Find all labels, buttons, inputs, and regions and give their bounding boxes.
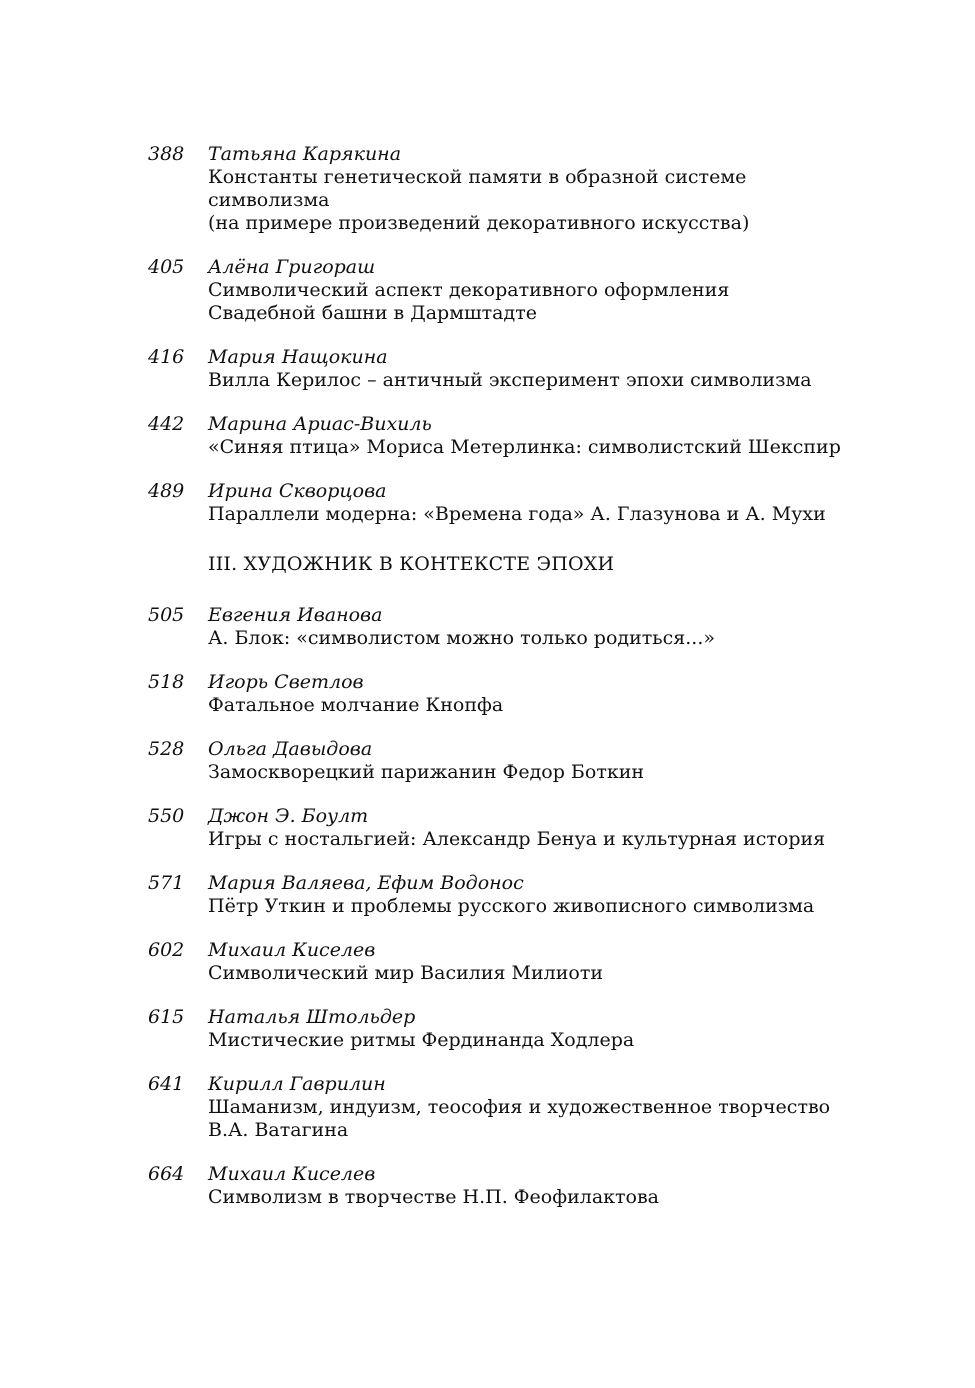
article-title-line: Символический мир Василия Милиоти (208, 962, 604, 984)
entry-body (208, 346, 848, 392)
article-title-line: В.А. Ватагина (208, 1119, 349, 1141)
toc-entry (148, 413, 848, 459)
toc-entry (148, 1073, 848, 1142)
page-number: 489 (148, 480, 185, 502)
author-name: Наталья Штольдер (208, 1006, 416, 1028)
toc-entry (148, 671, 848, 717)
entry-body (208, 939, 848, 985)
author-name: Мария Нащокина (208, 346, 388, 368)
toc-entry (148, 738, 848, 784)
page-number: 602 (148, 939, 185, 961)
author-name: Михаил Киселев (208, 1163, 376, 1185)
entry-body (208, 143, 848, 235)
article-title-line: Символизм в творчестве Н.П. Феофилактова (208, 1186, 660, 1208)
entry-body (208, 1163, 848, 1209)
toc-entry (148, 143, 848, 235)
entry-body (208, 1006, 848, 1052)
article-title-line: Игры с ностальгией: Александр Бенуа и культурная история (208, 828, 826, 850)
author-name: Марина Ариас-Вихиль (208, 413, 432, 435)
table-of-contents (148, 143, 848, 1230)
article-title-line: Пётр Уткин и проблемы русского живописного символизма (208, 895, 815, 917)
article-title-line: Константы генетической памяти в образной системе символизма (208, 166, 747, 211)
entry-body (208, 604, 848, 650)
author-name: Игорь Светлов (208, 671, 364, 693)
entry-body (208, 671, 848, 717)
author-name: Татьяна Карякина (208, 143, 402, 165)
article-title-line: «Синяя птица» Мориса Метерлинка: символистский Шекспир (208, 436, 841, 458)
article-title-line: Свадебной башни в Дармштадте (208, 302, 537, 324)
author-name: Джон Э. Боулт (208, 805, 369, 827)
page-number: 505 (148, 604, 185, 626)
entry-body (208, 256, 848, 325)
page-number: 571 (148, 872, 185, 894)
toc-entry (148, 346, 848, 392)
entry-body (208, 480, 848, 526)
toc-entry (148, 604, 848, 650)
entry-body (208, 413, 848, 459)
toc-entry (148, 1163, 848, 1209)
article-title-line: Символический аспект декоративного оформления (208, 279, 730, 301)
article-title-line: Вилла Керилос – античный эксперимент эпохи символизма (208, 369, 812, 391)
page-number: 550 (148, 805, 185, 827)
page-number: 416 (148, 346, 185, 368)
page-number: 442 (148, 413, 185, 435)
author-name: Алёна Григораш (208, 256, 376, 278)
page-number: 528 (148, 738, 185, 760)
toc-entry (148, 939, 848, 985)
toc-entry (148, 256, 848, 325)
entry-body (208, 805, 848, 851)
toc-entry (148, 480, 848, 526)
toc-entry (148, 805, 848, 851)
page-number: 405 (148, 256, 185, 278)
author-name: Кирилл Гаврилин (208, 1073, 386, 1095)
section-heading: III. ХУДОЖНИК В КОНТЕКСТЕ ЭПОХИ (208, 553, 615, 575)
page-number: 641 (148, 1073, 185, 1095)
author-name: Михаил Киселев (208, 939, 376, 961)
toc-entry (148, 1006, 848, 1052)
article-title-line: Мистические ритмы Фердинанда Ходлера (208, 1029, 635, 1051)
page-number: 518 (148, 671, 185, 693)
toc-entry (148, 872, 848, 918)
article-title-line: Шаманизм, индуизм, теософия и художественное творчество (208, 1096, 831, 1118)
entry-body (208, 738, 848, 784)
entry-body (208, 1073, 848, 1142)
page-number: 388 (148, 143, 185, 165)
author-name: Евгения Иванова (208, 604, 383, 626)
entry-body (208, 872, 848, 918)
article-title-line: Замоскворецкий парижанин Федор Боткин (208, 761, 645, 783)
author-name: Ольга Давыдова (208, 738, 373, 760)
author-name: Ирина Скворцова (208, 480, 387, 502)
article-title-line: А. Блок: «символистом можно только родиться...» (208, 627, 715, 649)
article-title-line: Параллели модерна: «Времена года» А. Глазунова и А. Мухи (208, 503, 826, 525)
article-title-line: (на примере произведений декоративного искусства) (208, 212, 750, 234)
page-number: 615 (148, 1006, 185, 1028)
author-name: Мария Валяева, Ефим Водонос (208, 872, 524, 894)
article-title-line: Фатальное молчание Кнопфа (208, 694, 504, 716)
page-number: 664 (148, 1163, 185, 1185)
